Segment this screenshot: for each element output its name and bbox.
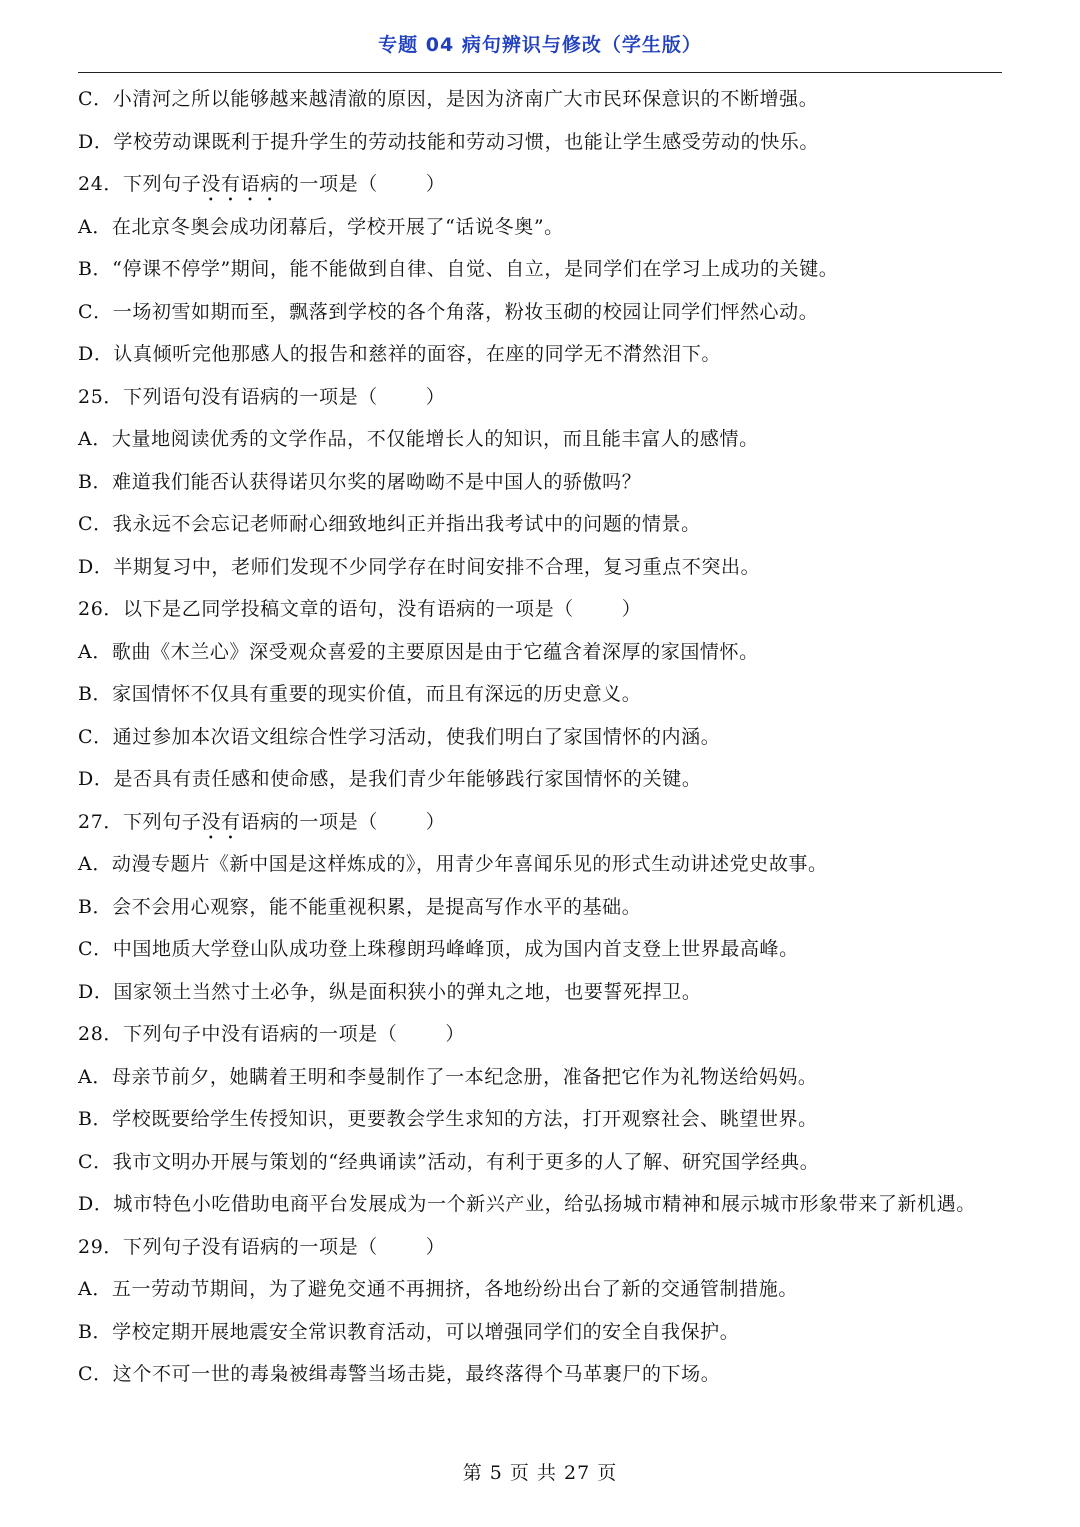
document-body	[78, 78, 1006, 1396]
question-number: 28．	[78, 1023, 123, 1045]
header-title: 专题 04 病句辨识与修改（学生版）	[378, 34, 702, 56]
question-26-option-d: D．是否具有责任感和使命感，是我们青少年能够践行家国情怀的关键。	[78, 768, 702, 790]
emphasis-text: 没有	[201, 810, 241, 833]
question-26-option-c: C．通过参加本次语文组综合性学习活动，使我们明白了家国情怀的内涵。	[78, 725, 721, 748]
question-number: 29．	[78, 1235, 123, 1258]
question-29-option-c: C．这个不可一世的毒枭被缉毒警当场击毙，最终落得个马革裹尸的下场。	[78, 1363, 721, 1385]
question-24-option-b: B．“停课不停学”期间，能不能做到自律、自觉、自立，是同学们在学习上成功的关键。	[78, 258, 839, 280]
question-29-stem: 29．下列句子没有语病的一项是（ ）	[78, 1235, 446, 1258]
question-26-option-b: B．家国情怀不仅具有重要的现实价值，而且有深远的历史意义。	[78, 683, 642, 705]
question-25-option-c: C．我永远不会忘记老师耐心细致地纠正并指出我考试中的问题的情景。	[78, 513, 701, 535]
carry-over-option-d: D．学校劳动课既利于提升学生的劳动技能和劳动习惯，也能让学生感受劳动的快乐。	[78, 130, 820, 153]
question-26-option-a: A．歌曲《木兰心》深受观众喜爱的主要原因是由于它蕴含着深厚的家国情怀。	[78, 640, 759, 663]
page-header	[78, 28, 1002, 73]
question-28-option-a: A．母亲节前夕，她瞒着王明和李曼制作了一本纪念册，准备把它作为礼物送给妈妈。	[78, 1065, 818, 1088]
question-25-stem: 25．下列语句没有语病的一项是（ ）	[78, 385, 446, 408]
carry-over-option-c: C．小清河之所以能够越来越清澈的原因，是因为济南广大市民环保意识的不断增强。	[78, 88, 819, 110]
question-24-stem: 24．下列句子没有语病的一项是（ ）	[78, 173, 446, 195]
emphasis-text: 没有语病	[201, 173, 280, 195]
question-number: 24．	[78, 173, 123, 195]
question-28-option-c: C．我市文明办开展与策划的“经典诵读”活动，有利于更多的人了解、研究国学经典。	[78, 1150, 820, 1173]
question-24-option-d: D．认真倾听完他那感人的报告和慈祥的面容，在座的同学无不潸然泪下。	[78, 343, 722, 365]
question-28-option-d: D．城市特色小吃借助电商平台发展成为一个新兴产业，给弘扬城市精神和展示城市形象带来了新机遇。	[78, 1193, 976, 1215]
question-number: 26．	[78, 598, 123, 620]
question-27-option-a: A．动漫专题片《新中国是这样炼成的》，用青少年喜闻乐见的形式生动讲述党史故事。	[78, 853, 828, 875]
question-28-stem: 28．下列句子中没有语病的一项是（ ）	[78, 1023, 465, 1045]
question-27-option-b: B．会不会用心观察，能不能重视积累，是提高写作水平的基础。	[78, 895, 642, 918]
question-number: 27．	[78, 810, 123, 833]
question-27-option-c: C．中国地质大学登山队成功登上珠穆朗玛峰峰顶，成为国内首支登上世界最高峰。	[78, 938, 799, 960]
question-26-stem: 26．以下是乙同学投稿文章的语句，没有语病的一项是（ ）	[78, 598, 642, 620]
question-25-option-a: A．大量地阅读优秀的文学作品，不仅能增长人的知识，而且能丰富人的感情。	[78, 428, 759, 450]
question-25-option-d: D．半期复习中，老师们发现不少同学存在时间安排不合理，复习重点不突出。	[78, 555, 761, 578]
question-24-option-c: C．一场初雪如期而至，飘落到学校的各个角落，粉妆玉砌的校园让同学们怦然心动。	[78, 300, 819, 323]
question-29-option-a: A．五一劳动节期间，为了避免交通不再拥挤，各地纷纷出台了新的交通管制措施。	[78, 1278, 798, 1300]
question-27-option-d: D．国家领土当然寸土必争，纵是面积狭小的弹丸之地，也要誓死捍卫。	[78, 980, 702, 1003]
question-29-option-b: B．学校定期开展地震安全常识教育活动，可以增强同学们的安全自我保护。	[78, 1320, 740, 1343]
question-28-option-b: B．学校既要给学生传授知识，更要教会学生求知的方法，打开观察社会、眺望世界。	[78, 1108, 818, 1130]
question-25-option-b: B．难道我们能否认获得诺贝尔奖的屠呦呦不是中国人的骄傲吗？	[78, 470, 642, 493]
question-number: 25．	[78, 385, 123, 408]
question-27-stem: 27．下列句子没有语病的一项是（ ）	[78, 810, 446, 833]
page-footer	[0, 1458, 1080, 1485]
question-24-option-a: A．在北京冬奥会成功闭幕后，学校开展了“话说冬奥”。	[78, 215, 564, 238]
page-number: 第 5 页 共 27 页	[462, 1462, 618, 1484]
